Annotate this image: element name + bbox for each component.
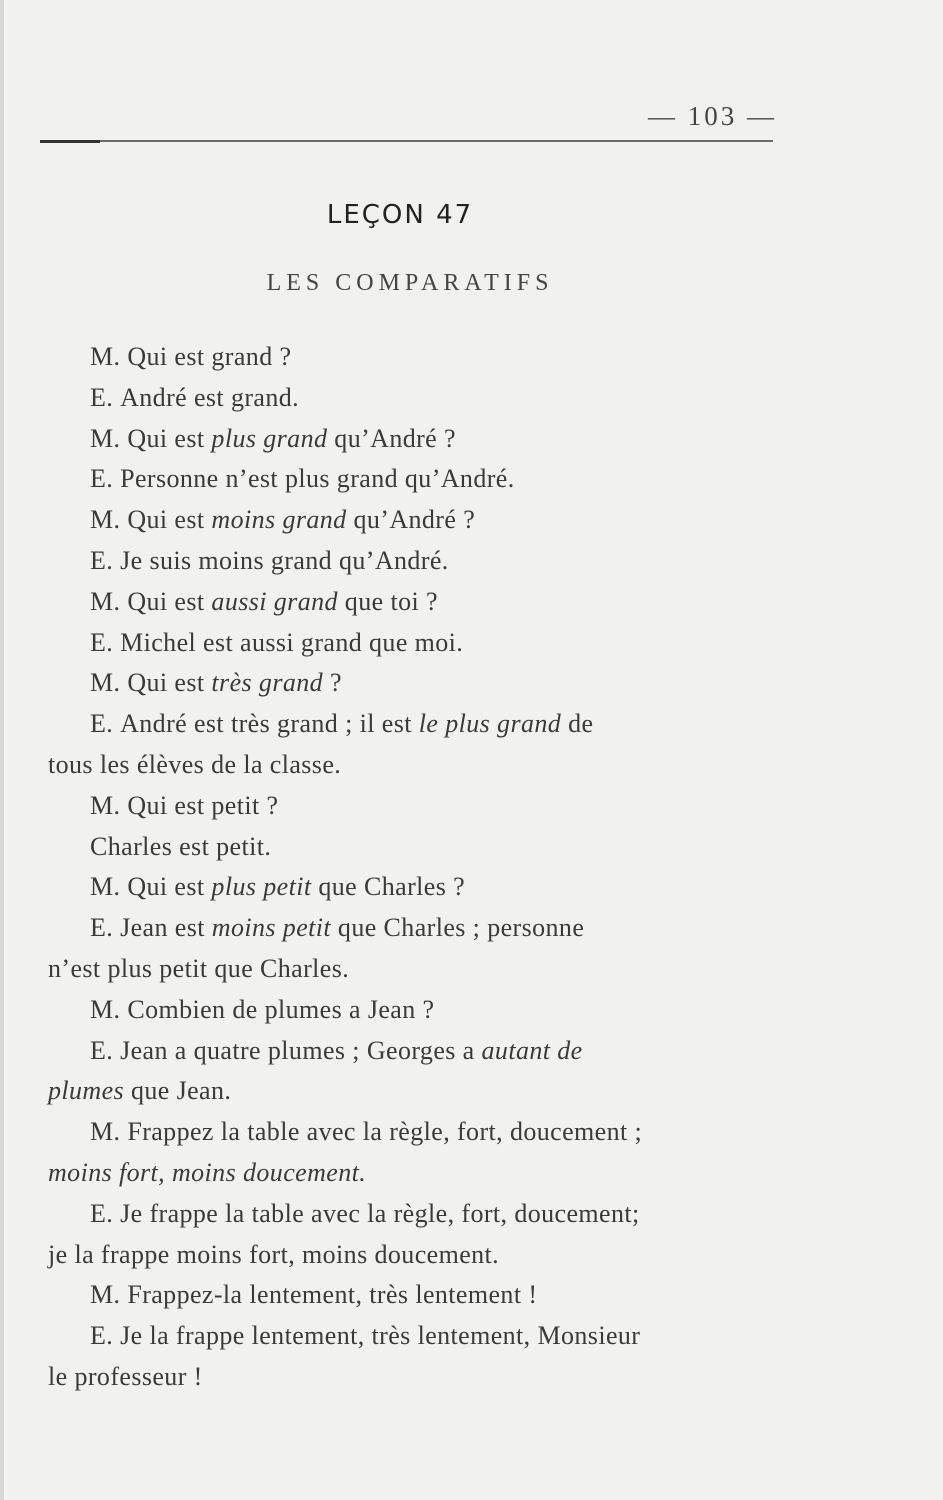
dialogue <box>48 337 784 1398</box>
text-run: qu’André ? <box>327 423 456 453</box>
text-run: je la frappe moins fort, moins doucement. <box>48 1239 500 1269</box>
speaker-label: M. <box>90 423 128 453</box>
text-run: qu’André ? <box>346 505 476 535</box>
text-run: le professeur ! <box>48 1361 203 1391</box>
section-title: LES COMPARATIFS <box>266 270 554 296</box>
dialogue-line-text <box>90 867 784 908</box>
text-run: Qui est <box>127 872 212 902</box>
dialogue-line <box>48 786 784 827</box>
dialogue-line-text <box>90 1275 784 1316</box>
dialogue-line <box>48 1194 784 1235</box>
dialogue-line <box>48 1031 784 1072</box>
dialogue-line <box>48 623 784 664</box>
italic-phrase: moins grand <box>211 505 347 535</box>
header-rule <box>40 140 773 142</box>
speaker-label: M. <box>90 505 128 535</box>
text-run: que toi ? <box>337 586 438 616</box>
text-run: Je la frappe lentement, très lentement, Monsieur <box>120 1321 641 1351</box>
dialogue-line-text <box>90 786 784 827</box>
speaker-label: E. <box>90 382 121 412</box>
italic-phrase: aussi grand <box>211 586 338 616</box>
dialogue-line <box>48 500 784 541</box>
dialogue-line-text <box>90 704 784 745</box>
dialogue-line-text <box>90 459 784 500</box>
speaker-label: E. <box>90 545 121 575</box>
dialogue-line <box>48 337 784 378</box>
dialogue-line-text <box>48 949 784 990</box>
italic-phrase: le plus grand <box>418 709 562 739</box>
dialogue-line-text <box>90 1194 784 1235</box>
dialogue-line <box>48 1316 784 1357</box>
speaker-label: M. <box>90 342 128 371</box>
dialogue-line <box>48 1235 784 1276</box>
dialogue-line <box>48 1153 784 1194</box>
text-run: Qui est <box>127 668 212 698</box>
dialogue-line-text <box>48 1071 784 1112</box>
dialogue-line-text <box>90 827 784 868</box>
dialogue-line <box>48 704 784 745</box>
speaker-label: E. <box>90 913 121 943</box>
dialogue-line-text <box>90 990 784 1031</box>
dialogue-line-text <box>48 1235 784 1276</box>
dialogue-line-text <box>90 337 784 378</box>
dialogue-line-text <box>48 1357 784 1398</box>
dialogue-line-text <box>90 378 784 419</box>
text-run: Charles est petit. <box>90 831 272 861</box>
dialogue-line <box>48 459 784 500</box>
speaker-label: M. <box>90 1280 128 1310</box>
dialogue-line <box>48 378 784 419</box>
speaker-label: E. <box>90 1198 121 1228</box>
dialogue-line-text <box>90 541 784 582</box>
text-run: Frappez-la lentement, très lentement ! <box>127 1280 538 1310</box>
text-run: Jean a quatre plumes ; Georges a <box>120 1035 482 1065</box>
header-rule-dash <box>40 140 100 143</box>
dialogue-line <box>48 541 784 582</box>
speaker-label: M. <box>90 586 128 616</box>
text-run: Qui est <box>127 423 212 453</box>
dialogue-line <box>48 582 784 623</box>
speaker-label: M. <box>90 1117 128 1147</box>
text-run: André est très grand ; il est <box>120 709 419 739</box>
dialogue-line-text <box>90 1316 784 1357</box>
dialogue-line-text <box>90 582 784 623</box>
dialogue-line-text <box>48 1153 784 1194</box>
dialogue-line-text <box>90 623 784 664</box>
lesson-title: LEÇON 47 <box>326 200 474 230</box>
text-run: Qui est grand ? <box>127 342 292 371</box>
dialogue-line <box>48 1112 784 1153</box>
text-run: tous les élèves de la classe. <box>48 749 342 779</box>
dialogue-line <box>48 949 784 990</box>
dialogue-line <box>48 827 784 868</box>
text-run: ? <box>323 668 342 698</box>
dialogue-line-text <box>90 663 784 704</box>
text-run: Qui est petit ? <box>127 790 279 820</box>
text-run: Frappez la table avec la règle, fort, doucement ; <box>127 1117 643 1147</box>
dialogue-line <box>48 908 784 949</box>
speaker-label: E. <box>90 709 121 739</box>
italic-phrase: très grand <box>211 668 324 698</box>
dialogue-line <box>48 1071 784 1112</box>
dialogue-line <box>48 990 784 1031</box>
text-run: Je frappe la table avec la règle, fort, doucement; <box>120 1198 640 1228</box>
dialogue-line <box>48 1275 784 1316</box>
text-run: que Charles ; personne <box>331 913 585 943</box>
text-run: que Charles ? <box>311 872 466 902</box>
speaker-label: E. <box>90 464 121 494</box>
speaker-label: E. <box>90 1321 121 1351</box>
dialogue-line <box>48 1357 784 1398</box>
page-number: — 103 — <box>648 101 777 131</box>
dialogue-line-text <box>90 908 784 949</box>
text-run: n’est plus petit que Charles. <box>48 953 350 983</box>
dialogue-line <box>48 867 784 908</box>
dialogue-line <box>48 419 784 460</box>
text-run: de <box>561 709 594 739</box>
italic-phrase: moins fort, moins doucement. <box>48 1157 367 1187</box>
speaker-label: M. <box>90 994 128 1024</box>
dialogue-line-text <box>90 500 784 541</box>
speaker-label: E. <box>90 627 121 657</box>
speaker-label: M. <box>90 790 128 820</box>
text-run: Michel est aussi grand que moi. <box>120 627 464 657</box>
text-run: Jean est <box>120 913 212 943</box>
text-run: Qui est <box>127 505 212 535</box>
text-run: Qui est <box>127 586 212 616</box>
italic-phrase: autant de <box>481 1035 583 1065</box>
dialogue-line-text <box>90 1031 784 1072</box>
text-run: Personne n’est plus grand qu’André. <box>120 464 515 494</box>
speaker-label: M. <box>90 668 128 698</box>
dialogue-line-text <box>48 745 784 786</box>
italic-phrase: plumes <box>48 1076 125 1106</box>
text-run: Je suis moins grand qu’André. <box>120 545 449 575</box>
dialogue-line <box>48 663 784 704</box>
italic-phrase: plus grand <box>211 423 328 453</box>
text-run: Combien de plumes a Jean ? <box>127 994 435 1024</box>
dialogue-line <box>48 745 784 786</box>
italic-phrase: plus petit <box>211 872 312 902</box>
dialogue-line-text <box>90 1112 784 1153</box>
text-run: que Jean. <box>124 1076 232 1106</box>
speaker-label: E. <box>90 1035 121 1065</box>
text-run: André est grand. <box>120 382 300 412</box>
dialogue-line-text <box>90 419 784 460</box>
speaker-label: M. <box>90 872 128 902</box>
italic-phrase: moins petit <box>211 913 332 943</box>
